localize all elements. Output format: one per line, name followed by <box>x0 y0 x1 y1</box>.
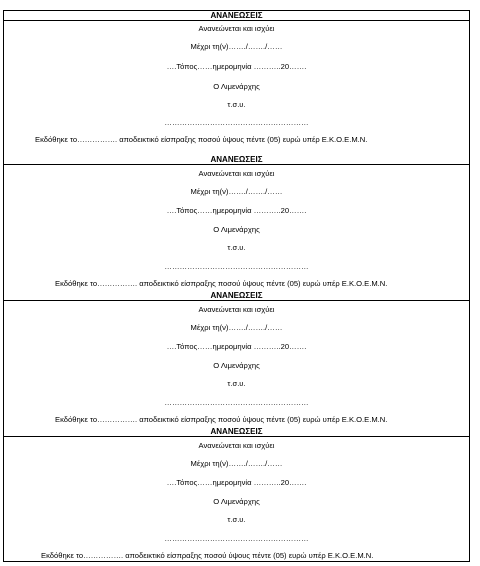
authority-label: Ο Λιμενάρχης <box>213 361 260 370</box>
receipt-text: Εκδόθηκε το……………. αποδεικτικό είσπραξης ποσού ύψους πέντε (05) ευρώ υπέρ Ε.Κ.Ο.Ε.Μ.Ν. <box>55 279 388 288</box>
renewal-section-3 <box>4 291 469 427</box>
valid-until-line: Μέχρι τη(ν)……./……./…… <box>190 187 283 196</box>
authority-label: Ο Λιμενάρχης <box>213 82 260 91</box>
renewal-section-2 <box>4 155 469 291</box>
renewal-text: Ανανεώνεται και ισχύει <box>198 24 275 33</box>
section-header: ΑΝΑΝΕΩΣΕΙΣ <box>4 155 469 165</box>
signature-line: ………………………………………………… <box>164 118 309 127</box>
renewal-section-4 <box>4 427 469 563</box>
section-header: ΑΝΑΝΕΩΣΕΙΣ <box>4 291 469 301</box>
place-date-line: ….Τόπος……ημερομηνία ………..20……. <box>166 478 307 487</box>
place-date-line: ….Τόπος……ημερομηνία ………..20……. <box>166 342 307 351</box>
authority-label: Ο Λιμενάρχης <box>213 225 260 234</box>
signature-line: ………………………………………………… <box>164 398 309 407</box>
receipt-text: Εκδόθηκε το……………. αποδεικτικό είσπραξης ποσού ύψους πέντε (05) ευρώ υπέρ Ε.Κ.Ο.Ε.Μ.Ν. <box>35 135 368 144</box>
receipt-text: Εκδόθηκε το……………. αποδεικτικό είσπραξης ποσού ύψους πέντε (05) ευρώ υπέρ Ε.Κ.Ο.Ε.Μ.Ν. <box>55 415 388 424</box>
renewal-section-1 <box>4 11 469 155</box>
renewal-form <box>3 10 470 562</box>
seal-label: τ.σ.υ. <box>227 100 246 109</box>
place-date-line: ….Τόπος……ημερομηνία ………..20……. <box>166 62 307 71</box>
renewal-text: Ανανεώνεται και ισχύει <box>198 441 275 450</box>
signature-line: ………………………………………………… <box>164 262 309 271</box>
renewal-text: Ανανεώνεται και ισχύει <box>198 169 275 178</box>
receipt-text: Εκδόθηκε το……………. αποδεικτικό είσπραξης ποσού ύψους πέντε (05) ευρώ υπέρ Ε.Κ.Ο.Ε.Μ.Ν. <box>41 551 374 560</box>
seal-label: τ.σ.υ. <box>227 515 246 524</box>
section-header: ΑΝΑΝΕΩΣΕΙΣ <box>4 427 469 437</box>
renewal-text: Ανανεώνεται και ισχύει <box>198 305 275 314</box>
valid-until-line: Μέχρι τη(ν)……./……./…… <box>190 459 283 468</box>
seal-label: τ.σ.υ. <box>227 379 246 388</box>
section-header: ΑΝΑΝΕΩΣΕΙΣ <box>4 11 469 21</box>
seal-label: τ.σ.υ. <box>227 243 246 252</box>
place-date-line: ….Τόπος……ημερομηνία ………..20……. <box>166 206 307 215</box>
signature-line: ………………………………………………… <box>164 534 309 543</box>
valid-until-line: Μέχρι τη(ν)……./……./…… <box>190 323 283 332</box>
authority-label: Ο Λιμενάρχης <box>213 497 260 506</box>
valid-until-line: Μέχρι τη(ν)……./……./…… <box>190 42 283 51</box>
